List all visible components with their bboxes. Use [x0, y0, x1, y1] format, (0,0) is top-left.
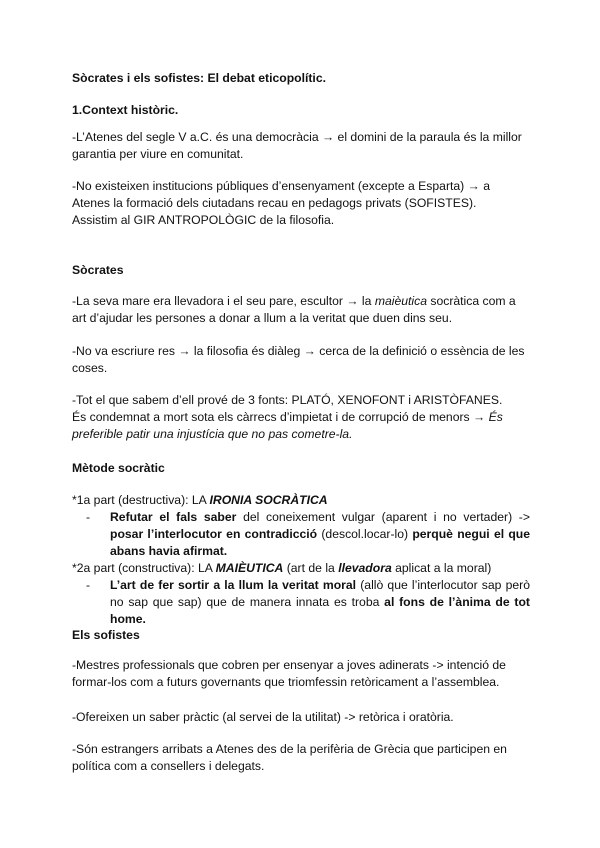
socrates-paragraph-3 [72, 392, 530, 443]
method-part-1-bullet [72, 509, 530, 560]
method-part-1-list [72, 509, 530, 560]
socrates-p1-text-b: socràtica com a art d’ajudar les persones a donar a llum a la veritat que duen dins seu. [72, 294, 516, 325]
socrates-condemnation [72, 409, 530, 443]
socrates-paragraph-1 [72, 293, 530, 327]
method-part-2-suffix: aplicat a la moral) [391, 561, 492, 575]
sophists-paragraph-1: -Mestres professionals que cobren per ensenyar a joves adinerats -> intenció de formar-los com a futurs governants que triomfessin retòricament a l’assemblea. [72, 658, 506, 689]
ironia-term: IRONIA SOCRÀTICA [209, 493, 328, 507]
socrates-paragraph-2: -No va escriure res → la filosofia és diàleg → cerca de la definició o essència de les coses. [72, 344, 525, 375]
method-part-1 [72, 492, 530, 509]
method-part-1-prefix: *1a part (destructiva): LA [72, 493, 210, 507]
method-part-2 [72, 560, 530, 577]
method-heading: Mètode socràtic [72, 461, 165, 475]
context-paragraph-1: -L’Atenes del segle V a.C. és una democràcia → el domini de la paraula és la millor garantia per viure en comunitat. [72, 130, 522, 161]
method-part-2-bullet [72, 577, 530, 628]
method-part-2-prefix: *2a part (constructiva): LA [72, 561, 216, 575]
method-part-2-mid: (art de la [283, 561, 339, 575]
socrates-sources: -Tot el que sabem d’ell prové de 3 fonts: PLATÓ, XENOFONT i ARISTÒFANES. [72, 393, 503, 407]
sophists-heading: Els sofistes [72, 628, 140, 642]
bullet-1-bold-2: posar l’interlocutor en contradicció [110, 527, 318, 541]
bullet-2-bold-1: L’art de fer sortir a la llum la veritat moral [110, 578, 357, 592]
context-paragraph-2-line-2: Assistim al GIR ANTROPOLÒGIC de la filosofia. [72, 213, 335, 227]
maieutica-bold-term: MAIÈUTICA [215, 561, 284, 575]
bullet-1-text-1: del coneixement vulgar (aparent i no vertader) -> [236, 510, 530, 524]
context-paragraph-2-line-1: -No existeixen institucions públiques d’ensenyament (excepte a Esparta) → a Atenes la formació dels ciutadans recau en pedagogs privats (SOFISTES). [72, 179, 490, 210]
method-part-2-list [72, 577, 530, 628]
sophists-paragraph-3: -Són estrangers arribats a Atenes des de la perifèria de Grècia que participen en política com a consellers i delegats. [72, 742, 507, 773]
sophists-paragraph-2: -Ofereixen un saber pràctic (al servei de la utilitat) -> retòrica i oratòria. [72, 710, 454, 724]
llevadora-term: llevadora [338, 561, 392, 575]
socrates-p1-text-a: -La seva mare era llevadora i el seu pare, escultor → la [72, 294, 375, 308]
context-paragraph-2 [72, 178, 530, 229]
method-section [72, 492, 530, 628]
document-title: Sòcrates i els sofistes: El debat eticopolític. [72, 71, 326, 85]
bullet-1-bold-3: perquè negui el que abans havia afirmat. [110, 527, 531, 558]
context-heading: 1.Context històric. [72, 103, 179, 117]
bullet-2-bold-2: al fons de l’ànima de tot home. [110, 595, 530, 626]
bullet-dash: - [86, 510, 91, 524]
socrates-quote: És preferible patir una injustícia que no pas cometre-la. [72, 410, 503, 441]
bullet-1-text-2: (descol.locar-lo) [317, 527, 413, 541]
socrates-heading: Sòcrates [72, 263, 124, 277]
bullet-dash: - [86, 578, 91, 592]
bullet-2-text-1: (allò que l’interlocutor sap però no sap que sap) que de manera innata es troba [110, 578, 530, 609]
socrates-condemnation-text: És condemnat a mort sota els càrrecs d’impietat i de corrupció de menors → [72, 410, 489, 424]
bullet-1-bold-1: Refutar el fals saber [110, 510, 237, 524]
maieutica-term: maièutica [374, 294, 427, 308]
